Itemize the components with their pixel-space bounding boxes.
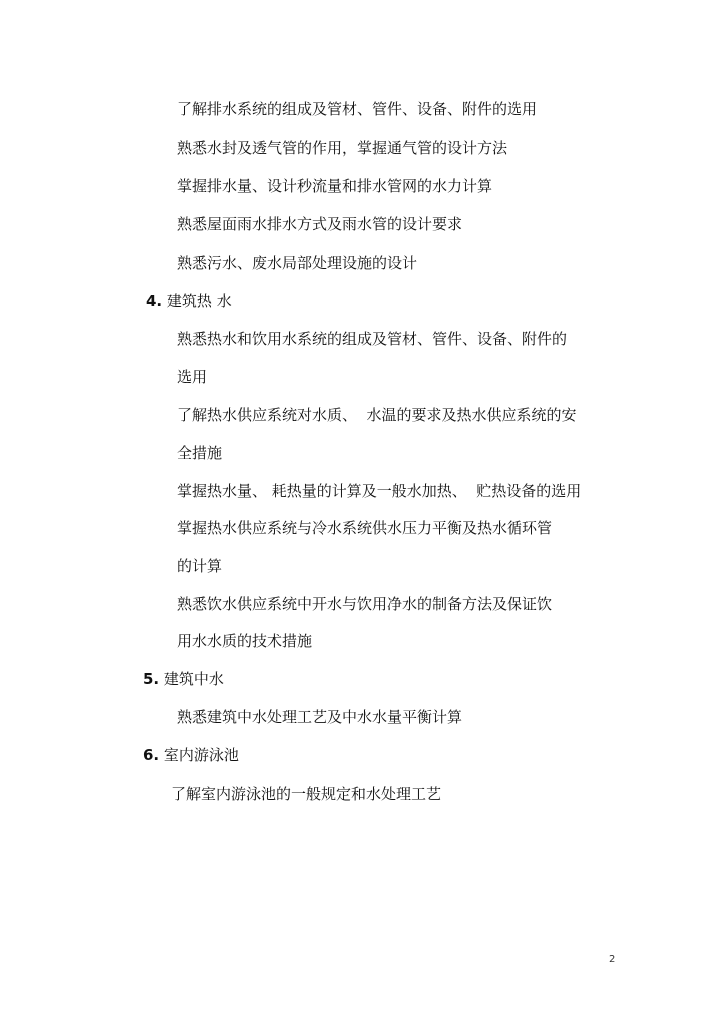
text-line: 掌握排水量、设计秒流量和排水管网的水力计算: [177, 177, 493, 195]
text-line: 掌握热水量、 耗热量的计算及一般水加热、 贮热设备的选用: [177, 482, 582, 500]
text-line: 用水水质的技术措施: [177, 632, 313, 650]
text-line: 掌握热水供应系统与冷水系统供水压力平衡及热水循环管: [177, 519, 553, 537]
text-line: 了解室内游泳池的一般规定和水处理工艺: [171, 785, 442, 803]
text-line: 熟悉屋面雨水排水方式及雨水管的设计要求: [177, 215, 463, 233]
text-line: 熟悉水封及透气管的作用，掌握通气管的设计方法: [177, 139, 508, 157]
section-title: 建筑热 水: [166, 292, 232, 310]
text-line: 熟悉饮水供应系统中开水与饮用净水的制备方法及保证饮: [177, 595, 553, 613]
section-number: 5.: [143, 670, 160, 688]
section-number: 6.: [143, 746, 160, 764]
section-title: 室内游泳池: [163, 746, 239, 764]
section-number: 4.: [146, 292, 163, 310]
text-line: 全措施: [177, 444, 223, 462]
text-line: 熟悉污水、废水局部处理设施的设计: [177, 254, 418, 272]
text-line: 熟悉热水和饮用水系统的组成及管材、管件、设备、附件的: [177, 330, 568, 348]
page-number: 2: [609, 954, 616, 965]
section-title: 建筑中水: [163, 670, 224, 688]
text-line: 选用: [177, 368, 208, 386]
text-line: 熟悉建筑中水处理工艺及中水水量平衡计算: [177, 708, 463, 726]
section-heading: [143, 669, 224, 689]
text-line: 了解热水供应系统对水质、 水温的要求及热水供应系统的安: [177, 406, 577, 424]
section-heading: [146, 291, 232, 311]
text-line: 的计算: [177, 557, 223, 575]
text-line: 了解排水系统的组成及管材、管件、设备、附件的选用: [177, 100, 538, 118]
section-heading: [143, 745, 239, 765]
